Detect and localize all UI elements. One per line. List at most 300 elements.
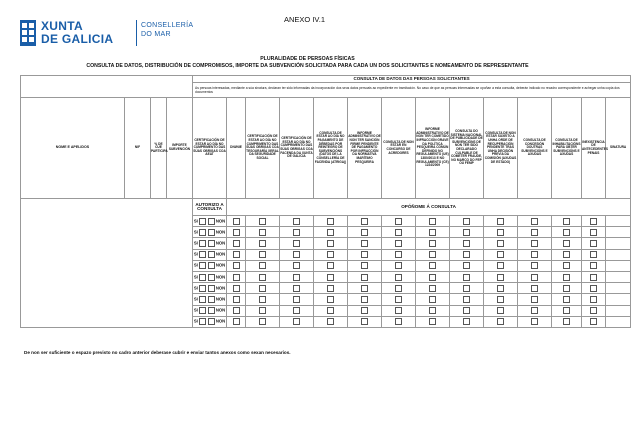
non-label: NON: [215, 307, 226, 313]
oppose-checkbox[interactable]: [293, 218, 300, 225]
oppose-checkbox[interactable]: [531, 218, 538, 225]
oppose-checkbox[interactable]: [361, 285, 368, 292]
dept-line-2: DO MAR: [141, 31, 171, 38]
consent-cell: [348, 238, 382, 249]
column-header: CONSULTA DE CONCESIÓN DOUTRAS SUBVENCIÓNS E AXUDAS: [518, 98, 552, 199]
org-line-1: XUNTA: [41, 19, 83, 33]
consent-cell: [416, 283, 450, 294]
oppose-checkbox[interactable]: [429, 285, 436, 292]
consent-cell: [314, 294, 348, 305]
si-non-cell: [193, 305, 227, 316]
consent-cell: [382, 260, 416, 271]
signature-cell[interactable]: [606, 238, 631, 249]
column-header: CONSULTA DO SISTEMA NACIONAL DE PUBLICIDADE DE SUBVENCIÓNS DE NON TER SIDO DECLARADO CULPABLE DE COMETER FRAUDE, NO MARCO DO FEP OU FEMP: [450, 98, 484, 199]
oppose-checkbox[interactable]: [497, 229, 504, 236]
si-non-cell: [193, 294, 227, 305]
consent-cell: [552, 238, 582, 249]
column-header: DNI/NIE: [227, 98, 246, 199]
oppose-checkbox[interactable]: [429, 218, 436, 225]
oppose-checkbox[interactable]: [233, 296, 240, 303]
column-header: CONSULTA DE INHABILITACIÓNS PARA OBTER SUBVENCIÓNS E AXUDAS: [552, 98, 582, 199]
si-checkbox[interactable]: [199, 240, 206, 247]
non-checkbox[interactable]: [208, 218, 215, 225]
column-header: CONSULTA DE NON ESTAR EN CONCURSO DE ACREDORES: [382, 98, 416, 199]
oppose-checkbox[interactable]: [531, 262, 538, 269]
oppose-checkbox[interactable]: [361, 307, 368, 314]
oppose-checkbox[interactable]: [361, 229, 368, 236]
signature-cell[interactable]: [606, 294, 631, 305]
oppose-checkbox[interactable]: [429, 251, 436, 258]
consent-cell: [416, 238, 450, 249]
consent-cell: [416, 227, 450, 238]
non-checkbox[interactable]: [208, 285, 215, 292]
oppose-checkbox[interactable]: [563, 285, 570, 292]
non-checkbox[interactable]: [208, 251, 215, 258]
oppose-checkbox[interactable]: [259, 307, 266, 314]
consent-cell: [450, 271, 484, 282]
oppose-checkbox[interactable]: [531, 240, 538, 247]
org-name: [41, 20, 113, 46]
consent-cell: [382, 227, 416, 238]
consent-cell: [314, 249, 348, 260]
oppose-checkbox[interactable]: [531, 307, 538, 314]
oppose-checkbox[interactable]: [497, 274, 504, 281]
consent-cell: [552, 305, 582, 316]
consent-cell: [314, 271, 348, 282]
consent-cell: [484, 216, 518, 227]
si-checkbox[interactable]: [199, 262, 206, 269]
oppose-checkbox[interactable]: [463, 251, 470, 258]
consent-cell: [518, 238, 552, 249]
non-label: NON: [215, 251, 226, 257]
oppose-checkbox[interactable]: [293, 251, 300, 258]
oppose-checkbox[interactable]: [361, 274, 368, 281]
oppose-checkbox[interactable]: [395, 240, 402, 247]
logo-divider: [136, 20, 137, 46]
oppose-checkbox[interactable]: [327, 262, 334, 269]
oppose-checkbox[interactable]: [531, 251, 538, 258]
oppose-checkbox[interactable]: [463, 218, 470, 225]
consent-cell: [382, 216, 416, 227]
oppose-checkbox[interactable]: [590, 274, 597, 281]
oppose-checkbox[interactable]: [395, 218, 402, 225]
consent-cell: [227, 216, 246, 227]
oppose-checkbox[interactable]: [590, 318, 597, 325]
consent-cell: [416, 260, 450, 271]
oppose-checkbox[interactable]: [590, 285, 597, 292]
org-line-2: DE GALICIA: [41, 32, 114, 46]
oppose-checkbox[interactable]: [395, 229, 402, 236]
consent-cell: [518, 283, 552, 294]
si-label: SI: [193, 218, 198, 224]
oppose-checkbox[interactable]: [429, 307, 436, 314]
oppose-checkbox[interactable]: [395, 307, 402, 314]
oppose-checkbox[interactable]: [259, 218, 266, 225]
si-label: SI: [193, 296, 198, 302]
signature-cell[interactable]: [606, 316, 631, 327]
dept-line-1: CONSELLERÍA: [141, 22, 194, 29]
consent-cell: [450, 216, 484, 227]
signature-cell[interactable]: [606, 227, 631, 238]
column-header: INFORME ADMINISTRATIVO DE NON TER SANCIÓN FIRME PENDENTE DE PAGAMENTO POR INFRACCIÓN DA NORMATIVA MARÍTIMO PESQUEIRA: [348, 98, 382, 199]
column-header: IMPORTE SUBVENCIÓN: [167, 98, 193, 199]
consent-cell: [484, 260, 518, 271]
oppose-checkbox[interactable]: [563, 274, 570, 281]
consent-cell: [582, 316, 606, 327]
si-non-cell: [193, 238, 227, 249]
oppose-checkbox[interactable]: [531, 296, 538, 303]
consent-cell: [314, 227, 348, 238]
consent-cell: [280, 294, 314, 305]
consent-cell: [582, 249, 606, 260]
non-label: NON: [215, 274, 226, 280]
column-header: CERTIFICACIÓN DE ESTAR AO DÍA NO CUMPRIMENTO DAS SÚAS OBRIGAS COA AEAT: [193, 98, 227, 199]
consent-cell: [416, 316, 450, 327]
oppose-checkbox[interactable]: [259, 318, 266, 325]
non-label: NON: [215, 240, 226, 246]
oppose-checkbox[interactable]: [361, 251, 368, 258]
consent-cell: [450, 260, 484, 271]
non-checkbox[interactable]: [208, 274, 215, 281]
oppose-checkbox[interactable]: [259, 240, 266, 247]
oppose-checkbox[interactable]: [563, 218, 570, 225]
consent-cell: [416, 271, 450, 282]
non-label: NON: [215, 262, 226, 268]
oppose-checkbox[interactable]: [293, 285, 300, 292]
oppose-checkbox[interactable]: [293, 229, 300, 236]
consent-cell: [227, 316, 246, 327]
consent-cell: [246, 316, 280, 327]
signature-cell[interactable]: [606, 283, 631, 294]
signature-cell[interactable]: [606, 249, 631, 260]
consent-cell: [582, 227, 606, 238]
oppose-checkbox[interactable]: [259, 285, 266, 292]
oppose-checkbox[interactable]: [233, 240, 240, 247]
consent-cell: [348, 216, 382, 227]
oppose-checkbox[interactable]: [463, 262, 470, 269]
oppose-checkbox[interactable]: [259, 274, 266, 281]
oppose-checkbox[interactable]: [327, 296, 334, 303]
column-header: CERTIFICACIÓN DE ESTAR AO DÍA NO CUMPRIMENTO DAS SÚAS OBRIGAS COA FACENDA DA XUNTA DE GALICIA: [280, 98, 314, 199]
oppose-checkbox[interactable]: [395, 318, 402, 325]
consent-cell: [416, 249, 450, 260]
consent-cell: [484, 283, 518, 294]
oppose-checkbox[interactable]: [531, 285, 538, 292]
consent-cell: [382, 283, 416, 294]
signature-cell[interactable]: [606, 271, 631, 282]
consent-cell: [484, 294, 518, 305]
oppose-checkbox[interactable]: [590, 296, 597, 303]
consent-cell: [227, 305, 246, 316]
consent-cell: [227, 271, 246, 282]
oppose-checkbox[interactable]: [463, 318, 470, 325]
oppose-checkbox[interactable]: [590, 251, 597, 258]
oppose-checkbox[interactable]: [563, 296, 570, 303]
consent-cell: [552, 283, 582, 294]
consent-cell: [314, 316, 348, 327]
oppose-checkbox[interactable]: [259, 262, 266, 269]
oppose-checkbox[interactable]: [497, 262, 504, 269]
oppose-checkbox[interactable]: [327, 218, 334, 225]
oppose-checkbox[interactable]: [463, 229, 470, 236]
oppose-checkbox[interactable]: [497, 296, 504, 303]
si-label: SI: [193, 274, 198, 280]
consent-cell: [484, 316, 518, 327]
oppose-checkbox[interactable]: [233, 251, 240, 258]
consent-cell: [314, 238, 348, 249]
oppose-checkbox[interactable]: [361, 240, 368, 247]
oppose-checkbox[interactable]: [259, 229, 266, 236]
oppose-checkbox[interactable]: [233, 229, 240, 236]
oppose-checkbox[interactable]: [293, 262, 300, 269]
consent-cell: [227, 249, 246, 260]
oppose-checkbox[interactable]: [259, 296, 266, 303]
oppose-checkbox[interactable]: [429, 262, 436, 269]
column-header: CONSULTA DE NON ESTAR SUXEITO A UNHA ORDE DE RECUPERACIÓN PENDENTE TRAS UNHA DECISIÓN PREVIA DA COMISIÓN (AXUDAS DE ESTADO): [484, 98, 518, 199]
xunta-emblem-icon: [20, 20, 36, 46]
column-header: INEXISTENCIA DE ANTECEDENTES PENAIS: [582, 98, 606, 199]
oppose-checkbox[interactable]: [327, 240, 334, 247]
column-header: SINATURA: [606, 98, 631, 199]
consent-cell: [227, 294, 246, 305]
oppose-checkbox[interactable]: [590, 229, 597, 236]
si-checkbox[interactable]: [199, 274, 206, 281]
consent-cell: [518, 216, 552, 227]
oppose-checkbox[interactable]: [497, 240, 504, 247]
oppose-checkbox[interactable]: [293, 296, 300, 303]
oppose-checkbox[interactable]: [293, 274, 300, 281]
consent-cell: [416, 305, 450, 316]
si-non-cell: [193, 260, 227, 271]
consent-cell: [246, 227, 280, 238]
oppose-checkbox[interactable]: [327, 307, 334, 314]
consent-cell: [227, 227, 246, 238]
consent-cell: [348, 271, 382, 282]
consent-cell: [314, 283, 348, 294]
group-header: CONSULTA DE DATOS DAS PERSOAS SOLICITANTES: [193, 76, 631, 83]
oppose-checkbox[interactable]: [327, 229, 334, 236]
oppose-checkbox[interactable]: [429, 296, 436, 303]
oppose-checkbox[interactable]: [463, 240, 470, 247]
oppose-checkbox[interactable]: [429, 240, 436, 247]
column-header: NOME E APELIDOS: [21, 98, 125, 199]
consent-cell: [280, 238, 314, 249]
signature-cell[interactable]: [606, 305, 631, 316]
oppose-checkbox[interactable]: [590, 307, 597, 314]
consent-cell: [552, 227, 582, 238]
consent-cell: [314, 260, 348, 271]
oppose-checkbox[interactable]: [563, 262, 570, 269]
consent-cell: [280, 316, 314, 327]
oppose-checkbox[interactable]: [233, 274, 240, 281]
oppose-checkbox[interactable]: [327, 318, 334, 325]
oppose-checkbox[interactable]: [233, 307, 240, 314]
non-checkbox[interactable]: [208, 240, 215, 247]
group-paragraph: As persoas interesadas, mediante a súa sinatura, declaran ter sido informadas da incorporación dos seus datos persoais ao expediente en tramitación. No caso de que as persoas interesadas se opoñan a esta consulta, deberán indicalo no recadro correspondente e achegar unha copia dos documentos: [193, 83, 631, 98]
consent-cell: [582, 305, 606, 316]
oppose-checkbox[interactable]: [395, 251, 402, 258]
autorizo-label: AUTORIZO A CONSULTA: [193, 199, 227, 216]
consent-cell: [552, 260, 582, 271]
oppose-checkbox[interactable]: [395, 274, 402, 281]
xunta-logo: [20, 18, 194, 48]
si-label: SI: [193, 240, 198, 246]
si-checkbox[interactable]: [199, 218, 206, 225]
consent-cell: [348, 249, 382, 260]
consent-cell: [348, 227, 382, 238]
oppose-checkbox[interactable]: [361, 318, 368, 325]
oppose-checkbox[interactable]: [293, 240, 300, 247]
consent-cell: [246, 216, 280, 227]
consent-cell: [450, 227, 484, 238]
non-label: NON: [215, 218, 226, 224]
non-checkbox[interactable]: [208, 262, 215, 269]
consent-cell: [552, 216, 582, 227]
oppose-checkbox[interactable]: [395, 285, 402, 292]
non-label: NON: [215, 285, 226, 291]
oppose-checkbox[interactable]: [233, 318, 240, 325]
non-checkbox[interactable]: [208, 318, 215, 325]
oppose-checkbox[interactable]: [531, 274, 538, 281]
oppose-checkbox[interactable]: [395, 296, 402, 303]
consent-cell: [450, 238, 484, 249]
consent-cell: [246, 305, 280, 316]
consent-cell: [314, 305, 348, 316]
si-non-cell: [193, 316, 227, 327]
oppose-checkbox[interactable]: [531, 318, 538, 325]
consent-cell: [280, 227, 314, 238]
oppose-checkbox[interactable]: [429, 318, 436, 325]
consent-cell: [518, 249, 552, 260]
si-checkbox[interactable]: [199, 285, 206, 292]
oppose-checkbox[interactable]: [233, 285, 240, 292]
si-checkbox[interactable]: [199, 251, 206, 258]
annex-label: ANEXO IV.1: [284, 15, 325, 24]
consent-cell: [280, 249, 314, 260]
oppose-checkbox[interactable]: [327, 251, 334, 258]
oppose-checkbox[interactable]: [497, 285, 504, 292]
consent-cell: [582, 271, 606, 282]
column-header: CONSULTA DE ESTAR AO DÍA NO PAGAMENTO DE DÉBEDAS POR REINTEGRO DE SUBVENCIÓNS (DATOS DE LA CONSELLERÍA DE FACENDA (ATRIGA)): [314, 98, 348, 199]
oppose-checkbox[interactable]: [233, 218, 240, 225]
consent-cell: [484, 271, 518, 282]
consent-cell: [582, 238, 606, 249]
oppose-checkbox[interactable]: [463, 274, 470, 281]
consent-cell: [582, 283, 606, 294]
si-non-cell: [193, 249, 227, 260]
oppose-checkbox[interactable]: [497, 318, 504, 325]
oppose-checkbox[interactable]: [259, 251, 266, 258]
si-label: SI: [193, 307, 198, 313]
non-checkbox[interactable]: [208, 229, 215, 236]
oppose-checkbox[interactable]: [497, 218, 504, 225]
non-checkbox[interactable]: [208, 296, 215, 303]
consent-cell: [280, 271, 314, 282]
department-name: [141, 21, 193, 39]
si-checkbox[interactable]: [199, 318, 206, 325]
oppose-checkbox[interactable]: [497, 251, 504, 258]
consent-cell: [450, 316, 484, 327]
consent-cell: [484, 227, 518, 238]
non-checkbox[interactable]: [208, 307, 215, 314]
consent-cell: [582, 294, 606, 305]
consent-cell: [518, 260, 552, 271]
oppose-checkbox[interactable]: [590, 218, 597, 225]
si-label: SI: [193, 251, 198, 257]
oppose-checkbox[interactable]: [361, 262, 368, 269]
consent-cell: [348, 260, 382, 271]
signature-cell[interactable]: [606, 260, 631, 271]
oppose-checkbox[interactable]: [429, 274, 436, 281]
si-non-cell: [193, 216, 227, 227]
consent-cell: [280, 305, 314, 316]
si-checkbox[interactable]: [199, 229, 206, 236]
consent-cell: [518, 305, 552, 316]
oppose-checkbox[interactable]: [395, 262, 402, 269]
consent-cell: [518, 294, 552, 305]
si-label: SI: [193, 318, 198, 324]
oppose-checkbox[interactable]: [590, 240, 597, 247]
oppose-checkbox[interactable]: [293, 318, 300, 325]
consent-cell: [582, 260, 606, 271]
column-header: NIF: [125, 98, 151, 199]
oppose-checkbox[interactable]: [563, 229, 570, 236]
consent-cell: [450, 249, 484, 260]
si-checkbox[interactable]: [199, 307, 206, 314]
consent-cell: [552, 249, 582, 260]
consent-cell: [484, 238, 518, 249]
consent-cell: [416, 216, 450, 227]
non-label: NON: [215, 318, 226, 324]
oppose-checkbox[interactable]: [590, 262, 597, 269]
consent-cell: [518, 271, 552, 282]
consent-cell: [246, 294, 280, 305]
oppose-checkbox[interactable]: [563, 251, 570, 258]
consent-cell: [227, 260, 246, 271]
consent-cell: [382, 316, 416, 327]
oppose-checkbox[interactable]: [327, 285, 334, 292]
oppose-checkbox[interactable]: [429, 229, 436, 236]
column-header: CERTIFICACIÓN DE ESTAR AO DÍA NO CUMPRIMENTO DAS SÚAS OBRIGAS COA TESOURARÍA XERAL DA SEGURIDADE SOCIAL: [246, 98, 280, 199]
oppose-checkbox[interactable]: [463, 285, 470, 292]
consent-cell: [518, 316, 552, 327]
oppose-checkbox[interactable]: [361, 296, 368, 303]
oppose-checkbox[interactable]: [293, 307, 300, 314]
oppose-checkbox[interactable]: [497, 307, 504, 314]
header-blank: [21, 76, 193, 98]
signature-cell[interactable]: [606, 216, 631, 227]
footnote: De non ser suficiente o espazo previsto no cadro anterior deberase cubrir e enviar tantos anexos como sexan necesarios.: [24, 350, 291, 355]
oppose-checkbox[interactable]: [233, 262, 240, 269]
consent-cell: [348, 294, 382, 305]
oppose-checkbox[interactable]: [327, 274, 334, 281]
oppose-checkbox[interactable]: [463, 307, 470, 314]
consent-cell: [552, 294, 582, 305]
oppose-checkbox[interactable]: [361, 218, 368, 225]
oppose-checkbox[interactable]: [531, 229, 538, 236]
si-label: SI: [193, 285, 198, 291]
si-checkbox[interactable]: [199, 296, 206, 303]
consent-cell: [382, 305, 416, 316]
oppose-checkbox[interactable]: [563, 240, 570, 247]
oppose-checkbox[interactable]: [563, 318, 570, 325]
oppose-checkbox[interactable]: [463, 296, 470, 303]
consent-cell: [280, 260, 314, 271]
consent-cell: [450, 294, 484, 305]
consent-cell: [348, 305, 382, 316]
oppose-checkbox[interactable]: [563, 307, 570, 314]
column-header: % DE CUE PARTICIPA: [151, 98, 167, 199]
